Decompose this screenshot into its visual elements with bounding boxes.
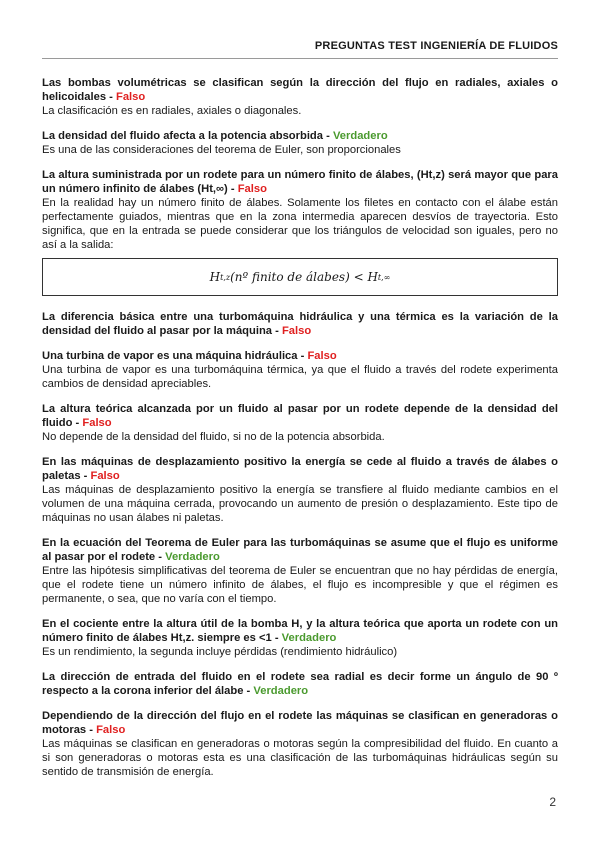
formula-lhs: H [209, 270, 221, 284]
verdict-true: Verdadero [253, 685, 309, 697]
formula-lhs-subscript: t,z [220, 272, 231, 282]
page-header [42, 36, 558, 59]
question-item [42, 455, 558, 525]
question-text: Una turbina de vapor es una máquina hidráulica - Falso [42, 350, 337, 362]
question-item [42, 76, 558, 118]
verdict-true: Verdadero [165, 551, 220, 563]
question-text: En las máquinas de desplazamiento positivo la energía se cede al fluido a través de álabes o paletas - Falso [42, 456, 558, 482]
question-text: La dirección de entrada del fluido en el rodete sea radial es decir forme un ángulo de 90 º respecto a la corona inferior del álabe - Verdadero [42, 671, 558, 697]
question-item [42, 617, 558, 659]
answer-text: Es una de las consideraciones del teorema de Euler, son proporcionales [42, 144, 401, 156]
question-item [42, 670, 558, 698]
question-item [42, 129, 558, 157]
formula-rhs-subscript: t,∞ [377, 272, 391, 282]
question-text: La densidad del fluido afecta a la potencia absorbida - Verdadero [42, 130, 388, 142]
formula-box [42, 258, 558, 296]
formula-middle: (nº finito de álabes) < H [230, 270, 378, 284]
answer-text: En la realidad hay un número finito de álabes. Solamente los filetes en contacto con el álabe están perfectamente guiados, mientras que en la zona intermedia aparecen desvíos de trayectoria. Esto significa, que en la entrada se puede considerar que los triángulos de velocidad son iguales, pero no así a la salida: [42, 197, 558, 251]
question-text: Dependiendo de la dirección del flujo en el rodete las máquinas se clasifican en generadoras o motoras - Falso [42, 710, 558, 736]
question-text: En la ecuación del Teorema de Euler para las turbomáquinas se asume que el flujo es uniforme al pasar por el rodete - Verdadero [42, 537, 558, 563]
question-text: La diferencia básica entre una turbomáquina hidráulica y una térmica es la variación de la densidad del fluido al pasar por la máquina - Falso [42, 311, 558, 337]
question-text: La altura teórica alcanzada por un fluido al pasar por un rodete depende de la densidad del fluido - Falso [42, 403, 558, 429]
question-list [42, 76, 558, 790]
verdict-true: Verdadero [332, 130, 388, 142]
question-item [42, 402, 558, 444]
question-text: En el cociente entre la altura útil de la bomba H, y la altura teórica que aporta un rodete con un número finito de álabes Ht,z. siempre es <1 - Verdadero [42, 618, 558, 644]
verdict-false: Falso [281, 325, 312, 337]
answer-text: La clasificación es en radiales, axiales o diagonales. [42, 105, 302, 117]
verdict-false: Falso [116, 91, 146, 103]
question-item [42, 349, 558, 391]
verdict-true: Verdadero [281, 632, 337, 644]
header-title: PREGUNTAS TEST INGENIERÍA DE FLUIDOS [314, 40, 558, 52]
page-number: 2 [549, 795, 556, 809]
answer-text: Es un rendimiento, la segunda incluye pérdidas (rendimiento hidráulico) [42, 646, 398, 658]
question-item [42, 168, 558, 252]
answer-text: Entre las hipótesis simplificativas del teorema de Euler se encuentran que no hay pérdidas de energía, que el rodete tiene un número infinito de álabes, el flujo es incompresible y que el régimen es permanente, o sea, que no varía con el tiempo. [42, 565, 558, 605]
verdict-false: Falso [237, 183, 267, 195]
question-item [42, 310, 558, 338]
verdict-false: Falso [90, 470, 120, 482]
question-item [42, 709, 558, 779]
question-text: La altura suministrada por un rodete para un número finito de álabes, (Ht,z) será mayor que para un número infinito de álabes (Ht,∞) - Falso [42, 169, 558, 195]
question-text: Las bombas volumétricas se clasifican según la dirección del flujo en radiales, axiales o helicoidales - Falso [42, 77, 558, 103]
verdict-false: Falso [96, 724, 126, 736]
question-item [42, 536, 558, 606]
answer-text: Las máquinas se clasifican en generadoras o motoras según la compresibilidad del fluido. En cuanto a si son generadoras o motoras esta es una clasificación de las turbomáquinas hidráulicas según su sentido de transmisión de energía. [42, 738, 558, 778]
answer-text: No depende de la densidad del fluido, si no de la potencia absorbida. [42, 431, 385, 443]
answer-text: Las máquinas de desplazamiento positivo la energía se transfiere al fluido mediante cambios en el volumen de una máquina cerrada, provocando un aumento de presión o desplazamiento. Este tipo de máquinas no usan álabes ni paletas. [42, 484, 558, 524]
verdict-false: Falso [82, 417, 112, 429]
answer-text: Una turbina de vapor es una turbomáquina térmica, ya que el fluido a través del rodete experimenta cambios de densidad apreciables. [42, 364, 558, 390]
verdict-false: Falso [307, 350, 337, 362]
